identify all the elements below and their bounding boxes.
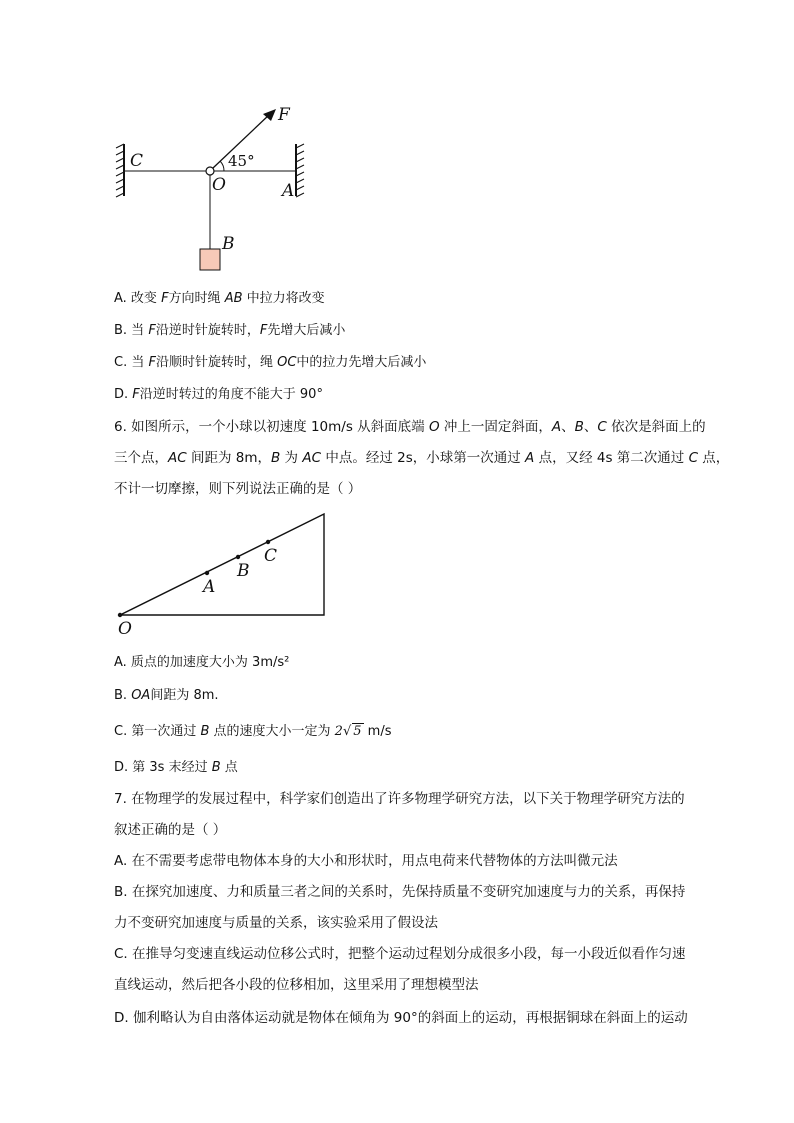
q5-option-a: A. 改变 F方向时绳 AB 中拉力将改变 bbox=[114, 291, 325, 306]
label-incline-o: O bbox=[118, 619, 132, 639]
incline-triangle bbox=[120, 514, 324, 615]
label-incline-c: C bbox=[264, 546, 278, 566]
q6-stem-line3: 不计一切摩擦，则下列说法正确的是（ ） bbox=[114, 481, 362, 497]
label-a: A bbox=[282, 181, 295, 201]
label-angle: 45° bbox=[228, 152, 255, 170]
sqrt-expression: 2√ 5 bbox=[334, 724, 362, 739]
left-wall-hatch bbox=[116, 144, 124, 197]
point-o bbox=[118, 613, 122, 617]
point-c bbox=[266, 540, 270, 544]
q7-stem-line1: 7. 在物理学的发展过程中，科学家们创造出了许多物理学研究方法，以下关于物理学研究方法的 bbox=[114, 791, 685, 807]
angle-arc bbox=[220, 161, 224, 171]
label-b: B bbox=[222, 234, 235, 254]
radical-sign: √ bbox=[342, 724, 352, 739]
q7-stem-line2: 叙述正确的是（ ） bbox=[114, 822, 227, 838]
block-b bbox=[200, 249, 220, 270]
q5-option-c: C. 当 F沿顺时针旋转时，绳 OC中的拉力先增大后减小 bbox=[114, 355, 427, 370]
q7-option-d: D. 伽利略认为自由落体运动就是物体在倾角为 90°的斜面上的运动，再根据铜球在斜面上的运动 bbox=[114, 1010, 688, 1026]
q6-option-c: C. 第一次通过 B 点的速度大小一定为 2√ 5 m/s bbox=[114, 724, 392, 739]
label-c: C bbox=[130, 151, 144, 171]
point-b bbox=[236, 555, 240, 559]
q6-option-d: D. 第 3s 末经过 B 点 bbox=[114, 760, 238, 775]
right-wall-hatch bbox=[296, 144, 304, 197]
q7-option-b-line2: 力不变研究加速度与质量的关系，该实验采用了假设法 bbox=[114, 915, 438, 931]
label-incline-b: B bbox=[237, 561, 250, 581]
incline-diagram bbox=[110, 508, 335, 640]
q6-stem-line2: 三个点，AC 间距为 8m，B 为 AC 中点。经过 2s，小球第一次通过 A 点，又经 4s 第二次通过 C 点， bbox=[114, 450, 730, 466]
ring-o bbox=[206, 167, 214, 175]
force-diagram bbox=[110, 100, 320, 280]
q6-stem-line1: 6. 如图所示，一个小球以初速度 10m/s 从斜面底端 O 冲上一固定斜面，A、B、C 依次是斜面上的 bbox=[114, 419, 706, 435]
q5-option-b: B. 当 F沿逆时针旋转时，F先增大后减小 bbox=[114, 323, 346, 338]
q7-option-c-line1: C. 在推导匀变速直线运动位移公式时，把整个运动过程划分成很多小段，每一小段近似看作匀速 bbox=[114, 946, 686, 962]
label-f: F bbox=[278, 105, 290, 125]
q5-option-d: D. F沿逆时转过的角度不能大于 90° bbox=[114, 387, 323, 402]
q6-option-a: A. 质点的加速度大小为 3m/s² bbox=[114, 655, 290, 670]
q7-option-a: A. 在不需要考虑带电物体本身的大小和形状时，用点电荷来代替物体的方法叫微元法 bbox=[114, 853, 618, 869]
point-a bbox=[205, 571, 209, 575]
q7-option-b-line1: B. 在探究加速度、力和质量三者之间的关系时，先保持质量不变研究加速度与力的关系，再保持 bbox=[114, 884, 686, 900]
label-o: O bbox=[212, 175, 226, 195]
label-incline-a: A bbox=[203, 577, 216, 597]
q7-option-c-line2: 直线运动，然后把各小段的位移相加，这里采用了理想模型法 bbox=[114, 977, 479, 993]
q6-option-b: B. OA间距为 8m. bbox=[114, 688, 219, 703]
